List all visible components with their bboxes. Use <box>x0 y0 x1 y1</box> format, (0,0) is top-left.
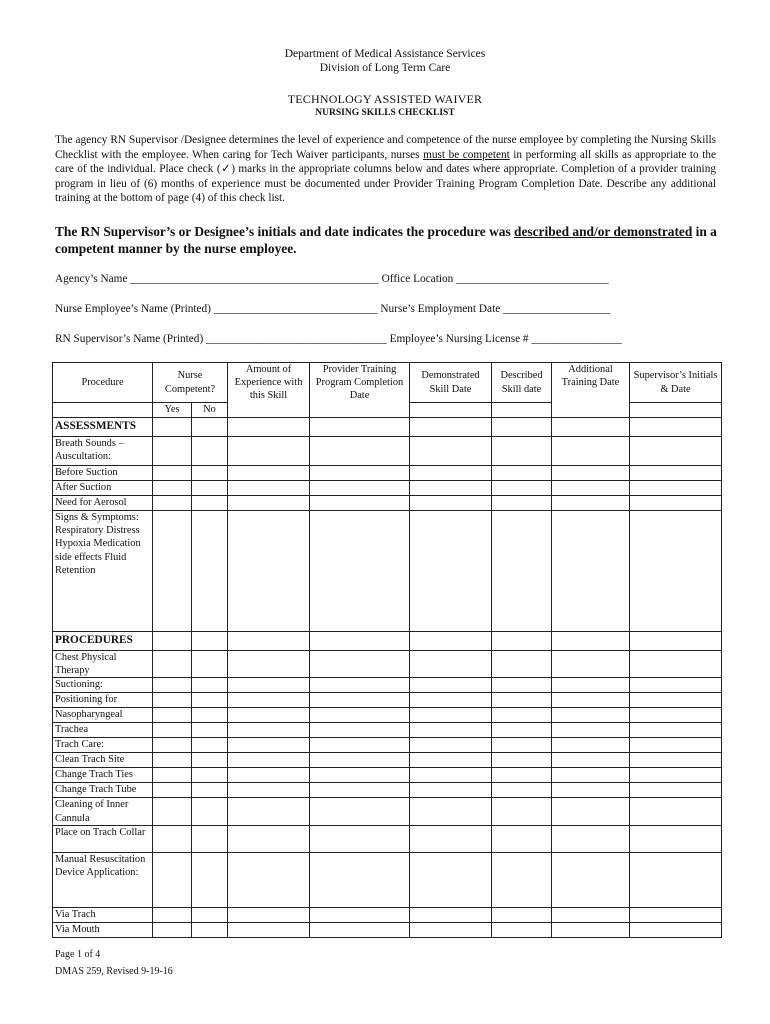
procedure-label: Signs & Symptoms: Respiratory Distress Hypoxia Medication side effects Fluid Retention <box>53 511 153 632</box>
demonstrated-date-cell[interactable] <box>410 852 492 907</box>
described-date-cell[interactable] <box>492 825 552 852</box>
amount-cell[interactable] <box>228 496 310 511</box>
demonstrated-date-cell[interactable] <box>410 753 492 768</box>
form-number: DMAS 259, Revised 9-19-16 <box>55 966 173 977</box>
described-date-cell[interactable] <box>492 907 552 922</box>
nurse-employee-field[interactable]: Nurse Employee’s Name (Printed) _____________________________ Nurse’s Employment Date ___________________ <box>55 303 611 315</box>
page-number: Page 1 of 4 <box>55 949 101 960</box>
procedure-label: Change Trach Tube <box>53 783 153 798</box>
procedure-label: Cleaning of Inner Cannula <box>53 798 153 825</box>
section-row <box>53 632 722 651</box>
amount-cell[interactable] <box>228 798 310 825</box>
header-supervisor-initials: Supervisor’s Initials & Date <box>630 363 722 403</box>
described-date-cell[interactable] <box>492 632 552 651</box>
header-nurse-competent: Nurse Competent? <box>153 363 228 403</box>
supervisor-cell[interactable] <box>630 852 722 907</box>
header-amount-experience: Amount of Experience with this Skill <box>228 363 310 418</box>
provider-date-cell[interactable] <box>310 922 410 937</box>
provider-date-cell[interactable] <box>310 708 410 723</box>
supervisor-cell[interactable] <box>630 651 722 678</box>
additional-date-cell[interactable] <box>552 481 630 496</box>
provider-date-cell[interactable] <box>310 753 410 768</box>
provider-date-cell[interactable] <box>310 496 410 511</box>
no-cell[interactable] <box>192 798 228 825</box>
table-row <box>53 466 722 481</box>
provider-date-cell[interactable] <box>310 693 410 708</box>
amount-cell[interactable] <box>228 437 310 466</box>
no-cell[interactable] <box>192 825 228 852</box>
additional-date-cell[interactable] <box>552 768 630 783</box>
additional-date-cell[interactable] <box>552 783 630 798</box>
department-name: Department of Medical Assistance Services <box>284 48 486 60</box>
no-cell[interactable] <box>192 496 228 511</box>
supervisor-cell[interactable] <box>630 496 722 511</box>
cell <box>53 403 153 418</box>
procedure-label: After Suction <box>53 481 153 496</box>
procedure-label: Breath Sounds – Auscultation: <box>53 437 153 466</box>
table-row <box>53 678 722 693</box>
yes-cell[interactable] <box>153 753 192 768</box>
additional-date-cell[interactable] <box>552 825 630 852</box>
described-date-cell[interactable] <box>492 922 552 937</box>
section-heading-assessments: ASSESSMENTS <box>53 418 153 437</box>
described-date-cell[interactable] <box>492 693 552 708</box>
yes-cell[interactable] <box>153 651 192 678</box>
yes-cell[interactable] <box>153 907 192 922</box>
additional-date-cell[interactable] <box>552 418 630 437</box>
supervisor-cell[interactable] <box>630 922 722 937</box>
demonstrated-date-cell[interactable] <box>410 437 492 466</box>
described-date-cell[interactable] <box>492 418 552 437</box>
no-cell[interactable] <box>192 723 228 738</box>
agency-name-field[interactable]: Agency’s Name ____________________________________________ Office Location ___________________________ <box>55 273 609 285</box>
rn-supervisor-field[interactable]: RN Supervisor’s Name (Printed) ________________________________ Employee’s Nursing License # ________________ <box>55 333 622 345</box>
procedure-label: Positioning for <box>53 693 153 708</box>
supervisor-cell[interactable] <box>630 632 722 651</box>
supervisor-cell[interactable] <box>630 481 722 496</box>
provider-date-cell[interactable] <box>310 768 410 783</box>
additional-date-cell[interactable] <box>552 632 630 651</box>
table-row <box>53 768 722 783</box>
provider-date-cell[interactable] <box>310 798 410 825</box>
cell <box>630 403 722 418</box>
procedure-label: Manual Resuscitation Device Application: <box>53 852 153 907</box>
supervisor-cell[interactable] <box>630 723 722 738</box>
provider-date-cell[interactable] <box>310 852 410 907</box>
no-cell[interactable] <box>192 738 228 753</box>
supervisor-cell[interactable] <box>630 437 722 466</box>
table-row <box>53 708 722 723</box>
cell <box>410 403 492 418</box>
provider-date-cell[interactable] <box>310 678 410 693</box>
yes-cell[interactable] <box>153 825 192 852</box>
section-heading-procedures: PROCEDURES <box>53 632 153 651</box>
supervisor-cell[interactable] <box>630 678 722 693</box>
supervisor-cell[interactable] <box>630 738 722 753</box>
described-date-cell[interactable] <box>492 753 552 768</box>
provider-date-cell[interactable] <box>310 466 410 481</box>
additional-date-cell[interactable] <box>552 738 630 753</box>
provider-date-cell[interactable] <box>310 437 410 466</box>
table-row <box>53 723 722 738</box>
described-date-cell[interactable] <box>492 708 552 723</box>
table-row <box>53 496 722 511</box>
section-row <box>53 418 722 437</box>
yes-cell[interactable] <box>153 768 192 783</box>
table-row <box>53 798 722 825</box>
additional-date-cell[interactable] <box>552 753 630 768</box>
described-date-cell[interactable] <box>492 481 552 496</box>
form-subtitle: NURSING SKILLS CHECKLIST <box>315 108 455 118</box>
provider-date-cell[interactable] <box>310 481 410 496</box>
provider-date-cell[interactable] <box>310 723 410 738</box>
provider-date-cell[interactable] <box>310 418 410 437</box>
no-cell[interactable] <box>192 753 228 768</box>
yes-cell[interactable] <box>153 496 192 511</box>
described-date-cell[interactable] <box>492 651 552 678</box>
procedure-label: Clean Trach Site <box>53 753 153 768</box>
supervisor-cell[interactable] <box>630 783 722 798</box>
demonstrated-date-cell[interactable] <box>410 907 492 922</box>
procedure-label: Nasopharyngeal <box>53 708 153 723</box>
table-row <box>53 738 722 753</box>
additional-date-cell[interactable] <box>552 922 630 937</box>
amount-cell[interactable] <box>228 825 310 852</box>
table-row <box>53 852 722 907</box>
yes-cell[interactable] <box>153 466 192 481</box>
no-cell[interactable] <box>192 632 228 651</box>
no-cell[interactable] <box>192 852 228 907</box>
amount-cell[interactable] <box>228 511 310 632</box>
provider-date-cell[interactable] <box>310 738 410 753</box>
additional-date-cell[interactable] <box>552 511 630 632</box>
no-cell[interactable] <box>192 693 228 708</box>
procedure-label: Before Suction <box>53 466 153 481</box>
demonstrated-date-cell[interactable] <box>410 651 492 678</box>
cell <box>492 403 552 418</box>
table-row <box>53 825 722 852</box>
no-cell[interactable] <box>192 418 228 437</box>
demonstrated-date-cell[interactable] <box>410 511 492 632</box>
described-date-cell[interactable] <box>492 437 552 466</box>
table-row <box>53 651 722 678</box>
no-cell[interactable] <box>192 678 228 693</box>
demonstrated-date-cell[interactable] <box>410 632 492 651</box>
header-procedure: Procedure <box>53 363 153 403</box>
amount-cell[interactable] <box>228 693 310 708</box>
no-cell[interactable] <box>192 922 228 937</box>
demonstrated-date-cell[interactable] <box>410 678 492 693</box>
amount-cell[interactable] <box>228 753 310 768</box>
table-row <box>53 481 722 496</box>
described-date-cell[interactable] <box>492 678 552 693</box>
demonstrated-date-cell[interactable] <box>410 922 492 937</box>
described-date-cell[interactable] <box>492 466 552 481</box>
yes-cell[interactable] <box>153 798 192 825</box>
amount-cell[interactable] <box>228 466 310 481</box>
demonstrated-date-cell[interactable] <box>410 825 492 852</box>
provider-date-cell[interactable] <box>310 825 410 852</box>
provider-date-cell[interactable] <box>310 651 410 678</box>
described-date-cell[interactable] <box>492 768 552 783</box>
supervisor-cell[interactable] <box>630 466 722 481</box>
yes-cell[interactable] <box>153 511 192 632</box>
form-title: TECHNOLOGY ASSISTED WAIVER <box>287 92 483 106</box>
provider-date-cell[interactable] <box>310 632 410 651</box>
additional-date-cell[interactable] <box>552 437 630 466</box>
demonstrated-date-cell[interactable] <box>410 481 492 496</box>
yes-cell[interactable] <box>153 783 192 798</box>
demonstrated-date-cell[interactable] <box>410 783 492 798</box>
described-date-cell[interactable] <box>492 783 552 798</box>
yes-cell[interactable] <box>153 693 192 708</box>
supervisor-cell[interactable] <box>630 798 722 825</box>
amount-cell[interactable] <box>228 852 310 907</box>
no-cell[interactable] <box>192 783 228 798</box>
demonstrated-date-cell[interactable] <box>410 693 492 708</box>
described-date-cell[interactable] <box>492 496 552 511</box>
header-additional-training: Additional Training Date <box>552 363 630 418</box>
additional-date-cell[interactable] <box>552 466 630 481</box>
demonstrated-date-cell[interactable] <box>410 723 492 738</box>
additional-date-cell[interactable] <box>552 907 630 922</box>
header-demonstrated: Demonstrated Skill Date <box>410 363 492 403</box>
demonstrated-date-cell[interactable] <box>410 466 492 481</box>
additional-date-cell[interactable] <box>552 678 630 693</box>
yes-cell[interactable] <box>153 723 192 738</box>
demonstrated-date-cell[interactable] <box>410 738 492 753</box>
supervisor-cell[interactable] <box>630 907 722 922</box>
table-row <box>53 511 722 632</box>
division-name: Division of Long Term Care <box>319 62 451 74</box>
supervisor-cell[interactable] <box>630 825 722 852</box>
amount-cell[interactable] <box>228 632 310 651</box>
demonstrated-date-cell[interactable] <box>410 496 492 511</box>
no-cell[interactable] <box>192 481 228 496</box>
amount-cell[interactable] <box>228 481 310 496</box>
provider-date-cell[interactable] <box>310 907 410 922</box>
no-cell[interactable] <box>192 708 228 723</box>
yes-cell[interactable] <box>153 418 192 437</box>
additional-date-cell[interactable] <box>552 651 630 678</box>
table-row <box>53 783 722 798</box>
no-cell[interactable] <box>192 768 228 783</box>
supervisor-cell[interactable] <box>630 753 722 768</box>
additional-date-cell[interactable] <box>552 723 630 738</box>
described-date-cell[interactable] <box>492 852 552 907</box>
additional-date-cell[interactable] <box>552 693 630 708</box>
supervisor-cell[interactable] <box>630 768 722 783</box>
supervisor-cell[interactable] <box>630 708 722 723</box>
no-cell[interactable] <box>192 651 228 678</box>
procedure-label: Suctioning: <box>53 678 153 693</box>
described-date-cell[interactable] <box>492 738 552 753</box>
table-row <box>53 922 722 937</box>
yes-cell[interactable] <box>153 922 192 937</box>
yes-cell[interactable] <box>153 708 192 723</box>
no-cell[interactable] <box>192 466 228 481</box>
table-row <box>53 437 722 466</box>
no-cell[interactable] <box>192 907 228 922</box>
supervisor-cell[interactable] <box>630 693 722 708</box>
yes-cell[interactable] <box>153 481 192 496</box>
table-row <box>53 693 722 708</box>
supervisor-cell[interactable] <box>630 418 722 437</box>
header-provider-training: Provider Training Program Completion Date <box>310 363 410 418</box>
amount-cell[interactable] <box>228 418 310 437</box>
procedure-label: Via Mouth <box>53 922 153 937</box>
procedure-label: Trachea <box>53 723 153 738</box>
procedure-label: Place on Trach Collar <box>53 825 153 852</box>
amount-cell[interactable] <box>228 922 310 937</box>
amount-cell[interactable] <box>228 708 310 723</box>
described-date-cell[interactable] <box>492 798 552 825</box>
yes-cell[interactable] <box>153 738 192 753</box>
competency-statement: The RN Supervisor’s or Designee’s initials and date indicates the procedure was described and/or demonstrated in a competent manner by the nurse employee. <box>55 224 717 256</box>
demonstrated-date-cell[interactable] <box>410 708 492 723</box>
procedure-label: Chest Physical Therapy <box>53 651 153 678</box>
additional-date-cell[interactable] <box>552 496 630 511</box>
yes-cell[interactable] <box>153 437 192 466</box>
no-cell[interactable] <box>192 437 228 466</box>
yes-cell[interactable] <box>153 632 192 651</box>
yes-cell[interactable] <box>153 852 192 907</box>
amount-cell[interactable] <box>228 768 310 783</box>
supervisor-cell[interactable] <box>630 511 722 632</box>
skills-table <box>52 362 722 938</box>
procedure-label: Need for Aerosol <box>53 496 153 511</box>
demonstrated-date-cell[interactable] <box>410 798 492 825</box>
procedure-label: Change Trach Ties <box>53 768 153 783</box>
provider-date-cell[interactable] <box>310 511 410 632</box>
demonstrated-date-cell[interactable] <box>410 768 492 783</box>
demonstrated-date-cell[interactable] <box>410 418 492 437</box>
amount-cell[interactable] <box>228 651 310 678</box>
table-row <box>53 907 722 922</box>
intro-paragraph: The agency RN Supervisor /Designee determines the level of experience and competence of the nurse employee by completing the Nursing Skills Checklist with the employee. When caring for Tech Waiver participants, nurses must be competent in performing all skills as appropriate to the care of the individual. Place check (✓) marks in the appropriate columns below and dates where appropriate. Completion of a provider training program in lieu of (6) months of experience must be documented under Provider Training Program Completion Date. Describe any additional training at the bottom of page (4) of this check list. <box>55 134 716 205</box>
amount-cell[interactable] <box>228 907 310 922</box>
procedure-label: Trach Care: <box>53 738 153 753</box>
header-described: Described Skill date <box>492 363 552 403</box>
amount-cell[interactable] <box>228 783 310 798</box>
described-date-cell[interactable] <box>492 723 552 738</box>
header-no: No <box>192 403 228 418</box>
amount-cell[interactable] <box>228 738 310 753</box>
header-yes: Yes <box>153 403 192 418</box>
no-cell[interactable] <box>192 511 228 632</box>
additional-date-cell[interactable] <box>552 708 630 723</box>
provider-date-cell[interactable] <box>310 783 410 798</box>
table-row <box>53 753 722 768</box>
described-date-cell[interactable] <box>492 511 552 632</box>
procedure-label: Via Trach <box>53 907 153 922</box>
additional-date-cell[interactable] <box>552 798 630 825</box>
amount-cell[interactable] <box>228 723 310 738</box>
additional-date-cell[interactable] <box>552 852 630 907</box>
amount-cell[interactable] <box>228 678 310 693</box>
yes-cell[interactable] <box>153 678 192 693</box>
